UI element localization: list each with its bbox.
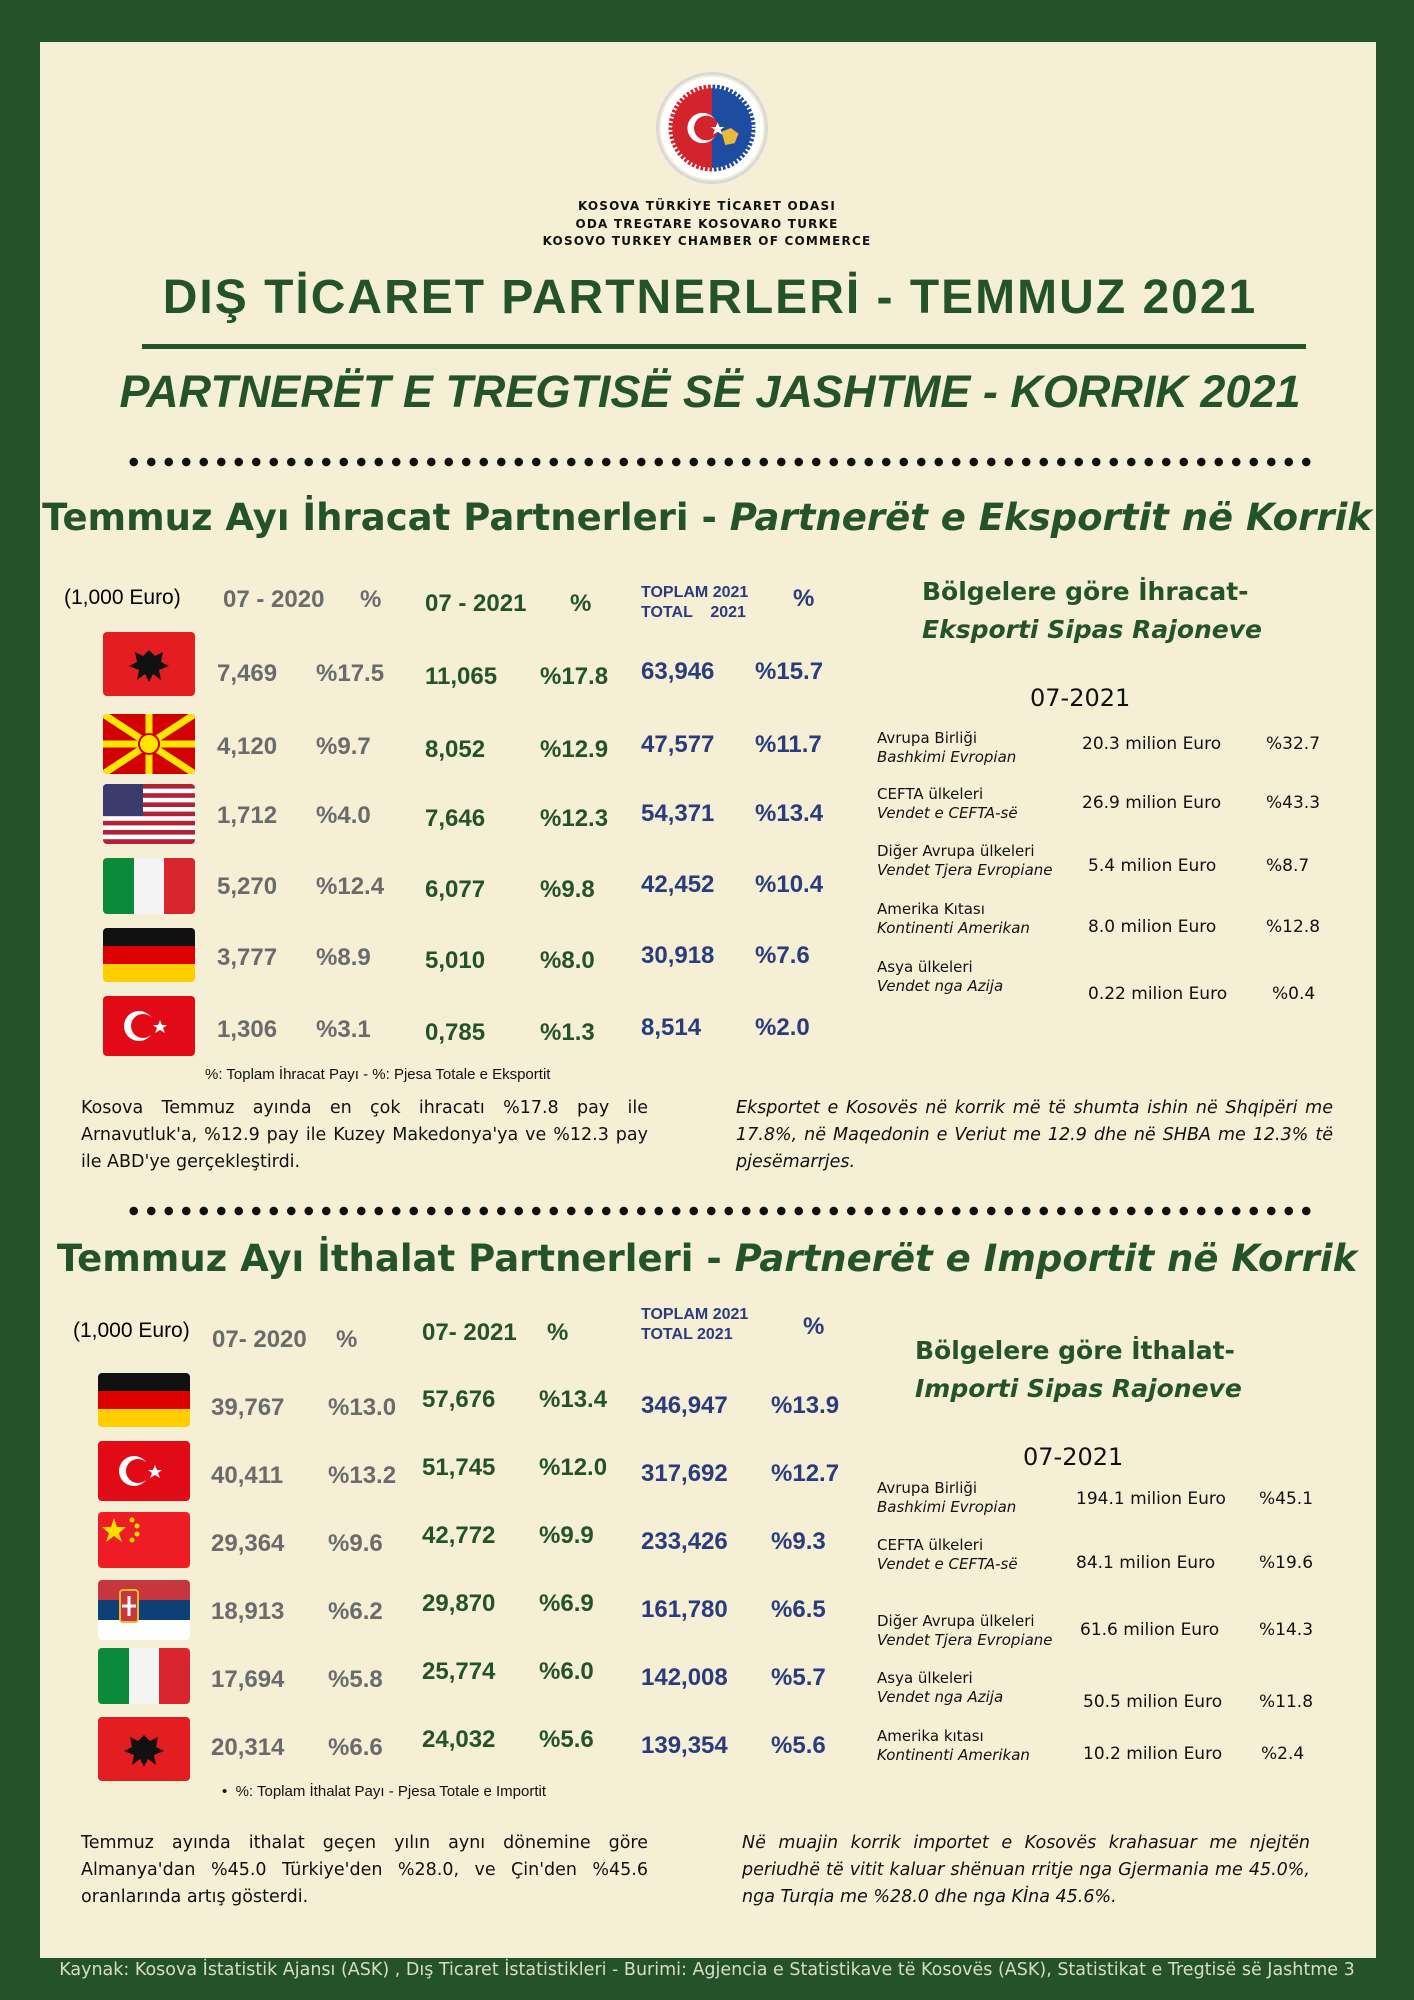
export-region-share: %0.4 xyxy=(1272,984,1316,1004)
export-value-total: 42,452 xyxy=(641,871,715,898)
import-region-title-tr: Bölgelere göre İthalat- xyxy=(915,1336,1235,1365)
export-share-2021: %9.8 xyxy=(540,876,595,903)
export-col-2020-pct: % xyxy=(360,586,382,613)
bullet-icon: • xyxy=(222,1783,236,1800)
export-value-2020: 5,270 xyxy=(217,873,278,900)
import-share-total: %12.7 xyxy=(771,1460,840,1487)
export-region-name xyxy=(877,958,1003,996)
import-share-2021: %9.9 xyxy=(539,1522,594,1549)
export-region-month: 07-2021 xyxy=(1030,684,1131,712)
export-heading xyxy=(40,496,1374,539)
export-col-2021-pct: % xyxy=(570,590,592,617)
turkey-flag xyxy=(98,1441,190,1501)
export-region-share: %12.8 xyxy=(1266,917,1321,937)
export-region-name xyxy=(877,900,1030,938)
export-value-2021: 11,065 xyxy=(425,663,498,690)
import-value-2021: 24,032 xyxy=(422,1726,496,1753)
import-share-2021: %6.9 xyxy=(539,1590,594,1617)
title-divider xyxy=(142,344,1306,349)
usa-flag xyxy=(103,784,195,844)
import-value-2020: 39,767 xyxy=(211,1394,285,1421)
import-share-2021: %6.0 xyxy=(539,1658,594,1685)
region-name-sq: Vendet Tjera Evropiane xyxy=(877,861,1053,879)
export-region-title-tr: Bölgelere göre İhracat- xyxy=(922,577,1249,606)
import-region-share: %19.6 xyxy=(1259,1553,1314,1573)
export-region-name xyxy=(877,842,1053,880)
export-value-2020: 1,712 xyxy=(217,802,278,829)
export-col-total-pct: % xyxy=(793,585,815,612)
italy-flag xyxy=(98,1648,190,1704)
region-name-sq: Vendet e CEFTA-së xyxy=(877,1555,1018,1573)
import-col-2020-pct: % xyxy=(336,1326,358,1353)
import-share-total: %13.9 xyxy=(771,1392,840,1419)
export-share-total: %7.6 xyxy=(755,942,810,969)
region-name-tr: Amerika Kıtası xyxy=(877,900,985,918)
region-name-sq: Kontinenti Amerikan xyxy=(877,1746,1030,1764)
export-value-total: 47,577 xyxy=(641,731,715,758)
export-summary-tr: Kosova Temmuz ayında en çok ihracatı %17.8 pay ile Arnavutluk'a, %12.9 pay ile Kuzey Makedonya'ya ve %12.3 pay ile ABD'ye gerçekleştirdi. xyxy=(81,1098,648,1172)
import-region-name xyxy=(877,1727,1030,1765)
china-flag xyxy=(98,1512,190,1568)
export-region-value: 5.4 milion Euro xyxy=(1088,856,1217,876)
dotted-divider xyxy=(125,455,1315,469)
import-col-2021-pct: % xyxy=(547,1319,569,1346)
import-share-2020: %6.6 xyxy=(328,1734,383,1761)
region-name-tr: Avrupa Birliği xyxy=(877,729,978,747)
export-region-share: %32.7 xyxy=(1266,734,1321,754)
import-share-2021: %12.0 xyxy=(539,1454,608,1481)
export-value-2021: 5,010 xyxy=(425,947,486,974)
import-value-2021: 57,676 xyxy=(422,1386,496,1413)
export-value-2021: 8,052 xyxy=(425,736,486,763)
export-summary-sq: Eksportet e Kosovës në korrik më të shumta ishin në Shqipëri me 17.8%, në Maqedonin e Veriut me 12.9 dhe në SHBA me 12.3% të pjesëmarrjes. xyxy=(736,1098,1333,1172)
import-col-2021: 07- 2021 xyxy=(422,1319,517,1346)
footer-source: Kaynak: Kosova İstatistik Ajansı (ASK) , Dış Ticaret İstatistikleri - Burimi: Agjencia e Statistikave të Kosovës (ASK), Statistikat e Tregtisë së Jashtme 3 xyxy=(59,1960,1355,1980)
export-unit-label: (1,000 Euro) xyxy=(64,586,181,609)
import-region-share: %11.8 xyxy=(1259,1692,1314,1712)
import-region-name xyxy=(877,1669,1003,1707)
export-share-2020: %8.9 xyxy=(316,944,371,971)
import-share-2020: %5.8 xyxy=(328,1666,383,1693)
export-value-total: 54,371 xyxy=(641,800,715,827)
export-col-total-sq: TOTAL 2021 xyxy=(641,604,746,621)
export-value-2021: 7,646 xyxy=(425,805,486,832)
export-col-total xyxy=(641,583,748,623)
import-heading xyxy=(40,1237,1374,1280)
export-region-share: %43.3 xyxy=(1266,793,1321,813)
import-region-value: 61.6 milion Euro xyxy=(1080,1620,1220,1640)
import-value-2020: 17,694 xyxy=(211,1666,285,1693)
region-name-sq: Bashkimi Evropian xyxy=(877,748,1017,766)
region-name-tr: Asya ülkeleri xyxy=(877,958,973,976)
import-share-total: %6.5 xyxy=(771,1596,826,1623)
export-value-2021: 0,785 xyxy=(425,1019,486,1046)
import-value-total: 346,947 xyxy=(641,1392,728,1419)
export-value-total: 8,514 xyxy=(641,1014,702,1041)
import-value-total: 142,008 xyxy=(641,1664,728,1691)
export-value-2020: 1,306 xyxy=(217,1016,278,1043)
import-share-2020: %9.6 xyxy=(328,1530,383,1557)
org-name-sq: ODA TREGTARE KOSOVARO TURKE xyxy=(575,217,839,231)
export-value-2020: 7,469 xyxy=(217,660,278,687)
import-region-name xyxy=(877,1479,1016,1517)
import-heading-sq: Partnerët e Importit në Korrik xyxy=(734,1237,1358,1280)
import-col-total xyxy=(641,1305,748,1345)
import-col-total-pct: % xyxy=(803,1313,825,1340)
export-value-2020: 3,777 xyxy=(217,944,278,971)
export-col-2021: 07 - 2021 xyxy=(425,590,527,617)
export-heading-sq: Partnerët e Eksportit në Korrik xyxy=(729,496,1372,539)
export-region-value: 26.9 milion Euro xyxy=(1082,793,1222,813)
import-region-share: %45.1 xyxy=(1259,1489,1314,1509)
export-share-total: %2.0 xyxy=(755,1014,810,1041)
import-region-share: %14.3 xyxy=(1259,1620,1314,1640)
page-title-tr: DIŞ TİCARET PARTNERLERİ - TEMMUZ 2021 xyxy=(162,271,1258,324)
import-note-text: %: Toplam İthalat Payı - Pjesa Totale e Importit xyxy=(235,1783,547,1800)
import-region-share: %2.4 xyxy=(1261,1744,1305,1764)
import-share-2020: %13.0 xyxy=(328,1394,397,1421)
albania-flag xyxy=(98,1717,190,1781)
chamber-logo xyxy=(656,72,768,184)
region-name-tr: CEFTA ülkeleri xyxy=(877,1536,984,1554)
region-name-tr: Asya ülkeleri xyxy=(877,1669,973,1687)
export-share-2020: %17.5 xyxy=(316,660,385,687)
import-share-2020: %6.2 xyxy=(328,1598,383,1625)
import-value-total: 317,692 xyxy=(641,1460,728,1487)
export-share-2021: %1.3 xyxy=(540,1019,595,1046)
export-share-2020: %9.7 xyxy=(316,733,371,760)
export-note: %: Toplam İhracat Payı - %: Pjesa Totale e Eksportit xyxy=(205,1066,551,1083)
import-value-2020: 40,411 xyxy=(211,1462,284,1489)
import-share-total: %5.6 xyxy=(771,1732,826,1759)
org-name-tr: KOSOVA TÜRKİYE TİCARET ODASI xyxy=(577,199,837,213)
export-share-2020: %4.0 xyxy=(316,802,371,829)
import-col-2020: 07- 2020 xyxy=(212,1326,307,1353)
import-value-2021: 42,772 xyxy=(422,1522,496,1549)
export-col-2020: 07 - 2020 xyxy=(223,586,325,613)
export-value-total: 63,946 xyxy=(641,658,715,685)
germany-flag xyxy=(103,928,195,982)
import-share-2021: %13.4 xyxy=(539,1386,608,1413)
import-col-total-sq: TOTAL 2021 xyxy=(641,1326,733,1343)
export-region-value: 8.0 milion Euro xyxy=(1088,917,1217,937)
import-value-total: 139,354 xyxy=(641,1732,728,1759)
region-name-sq: Vendet nga Azija xyxy=(877,1688,1004,1706)
import-value-2020: 20,314 xyxy=(211,1734,285,1761)
export-share-total: %15.7 xyxy=(755,658,824,685)
region-name-tr: CEFTA ülkeleri xyxy=(877,785,984,803)
export-value-2020: 4,120 xyxy=(217,733,278,760)
import-region-title xyxy=(915,1332,1242,1408)
export-heading-tr: Temmuz Ayı İhracat Partnerleri - xyxy=(42,496,730,539)
export-share-total: %13.4 xyxy=(755,800,824,827)
page-title-sq: PARTNERËT E TREGTISË SË JASHTME - KORRIK 2021 xyxy=(119,366,1301,417)
export-region-title xyxy=(922,573,1262,649)
import-value-2021: 29,870 xyxy=(422,1590,496,1617)
export-share-total: %10.4 xyxy=(755,871,824,898)
import-region-value: 84.1 milion Euro xyxy=(1076,1553,1216,1573)
import-share-2020: %13.2 xyxy=(328,1462,397,1489)
import-region-value: 10.2 milion Euro xyxy=(1083,1744,1223,1764)
region-name-tr: Diğer Avrupa ülkeleri xyxy=(877,1612,1035,1630)
import-value-total: 161,780 xyxy=(641,1596,728,1623)
germany-flag xyxy=(98,1373,190,1427)
import-share-total: %9.3 xyxy=(771,1528,826,1555)
export-share-2020: %3.1 xyxy=(316,1016,371,1043)
import-value-2020: 29,364 xyxy=(211,1530,285,1557)
dotted-divider xyxy=(125,1204,1315,1218)
import-region-title-sq: Importi Sipas Rajoneve xyxy=(915,1374,1242,1403)
region-name-sq: Kontinenti Amerikan xyxy=(877,919,1030,937)
export-value-2021: 6,077 xyxy=(425,876,486,903)
serbia-flag xyxy=(98,1580,190,1640)
import-heading-tr: Temmuz Ayı İthalat Partnerleri - xyxy=(56,1237,735,1280)
import-share-total: %5.7 xyxy=(771,1664,826,1691)
export-region-name xyxy=(877,785,1018,823)
region-name-sq: Bashkimi Evropian xyxy=(877,1498,1017,1516)
north-macedonia-flag xyxy=(103,714,195,774)
albania-flag xyxy=(103,632,195,696)
import-value-2020: 18,913 xyxy=(211,1598,285,1625)
import-unit-label: (1,000 Euro) xyxy=(73,1319,190,1342)
import-value-2021: 51,745 xyxy=(422,1454,496,1481)
import-summary-tr: Temmuz ayında ithalat geçen yılın aynı dönemine göre Almanya'dan %45.0 Türkiye'den %28.0, ve Çin'den %45.6 oranlarında artış gösterdi. xyxy=(81,1833,648,1907)
export-share-2021: %12.9 xyxy=(540,736,609,763)
import-summary-sq: Në muajin korrik importet e Kosovës krahasuar me njejtën periudhë të vitit kaluar shënuan rritje nga Gjermania me 45.0%, nga Turqia me %28.0 dhe nga Kİna 45.6%. xyxy=(742,1833,1310,1907)
org-name-en: KOSOVO TURKEY CHAMBER OF COMMERCE xyxy=(542,234,872,248)
turkey-flag xyxy=(103,996,195,1056)
import-region-value: 194.1 milion Euro xyxy=(1076,1489,1226,1509)
import-region-value: 50.5 milion Euro xyxy=(1083,1692,1223,1712)
italy-flag xyxy=(103,858,195,914)
region-name-tr: Diğer Avrupa ülkeleri xyxy=(877,842,1035,860)
import-share-2021: %5.6 xyxy=(539,1726,594,1753)
region-name-tr: Amerika kıtası xyxy=(877,1727,984,1745)
region-name-sq: Vendet Tjera Evropiane xyxy=(877,1631,1053,1649)
import-region-name xyxy=(877,1612,1053,1650)
export-region-share: %8.7 xyxy=(1266,856,1310,876)
export-region-title-sq: Eksporti Sipas Rajoneve xyxy=(922,615,1263,644)
region-name-sq: Vendet nga Azija xyxy=(877,977,1004,995)
export-value-total: 30,918 xyxy=(641,942,715,969)
export-share-2021: %8.0 xyxy=(540,947,595,974)
import-region-month: 07-2021 xyxy=(1023,1443,1124,1471)
import-value-total: 233,426 xyxy=(641,1528,728,1555)
export-region-value: 0.22 milion Euro xyxy=(1088,984,1228,1004)
export-share-total: %11.7 xyxy=(755,731,822,758)
region-name-tr: Avrupa Birliği xyxy=(877,1479,978,1497)
import-note xyxy=(222,1783,546,1800)
region-name-sq: Vendet e CEFTA-së xyxy=(877,804,1018,822)
import-region-name xyxy=(877,1536,1018,1574)
export-share-2020: %12.4 xyxy=(316,873,385,900)
export-col-total-tr: TOPLAM 2021 xyxy=(641,584,749,601)
import-col-total-tr: TOPLAM 2021 xyxy=(641,1306,749,1323)
import-value-2021: 25,774 xyxy=(422,1658,496,1685)
export-share-2021: %12.3 xyxy=(540,805,609,832)
export-region-name xyxy=(877,729,1016,767)
export-region-value: 20.3 milion Euro xyxy=(1082,734,1222,754)
export-share-2021: %17.8 xyxy=(540,663,609,690)
